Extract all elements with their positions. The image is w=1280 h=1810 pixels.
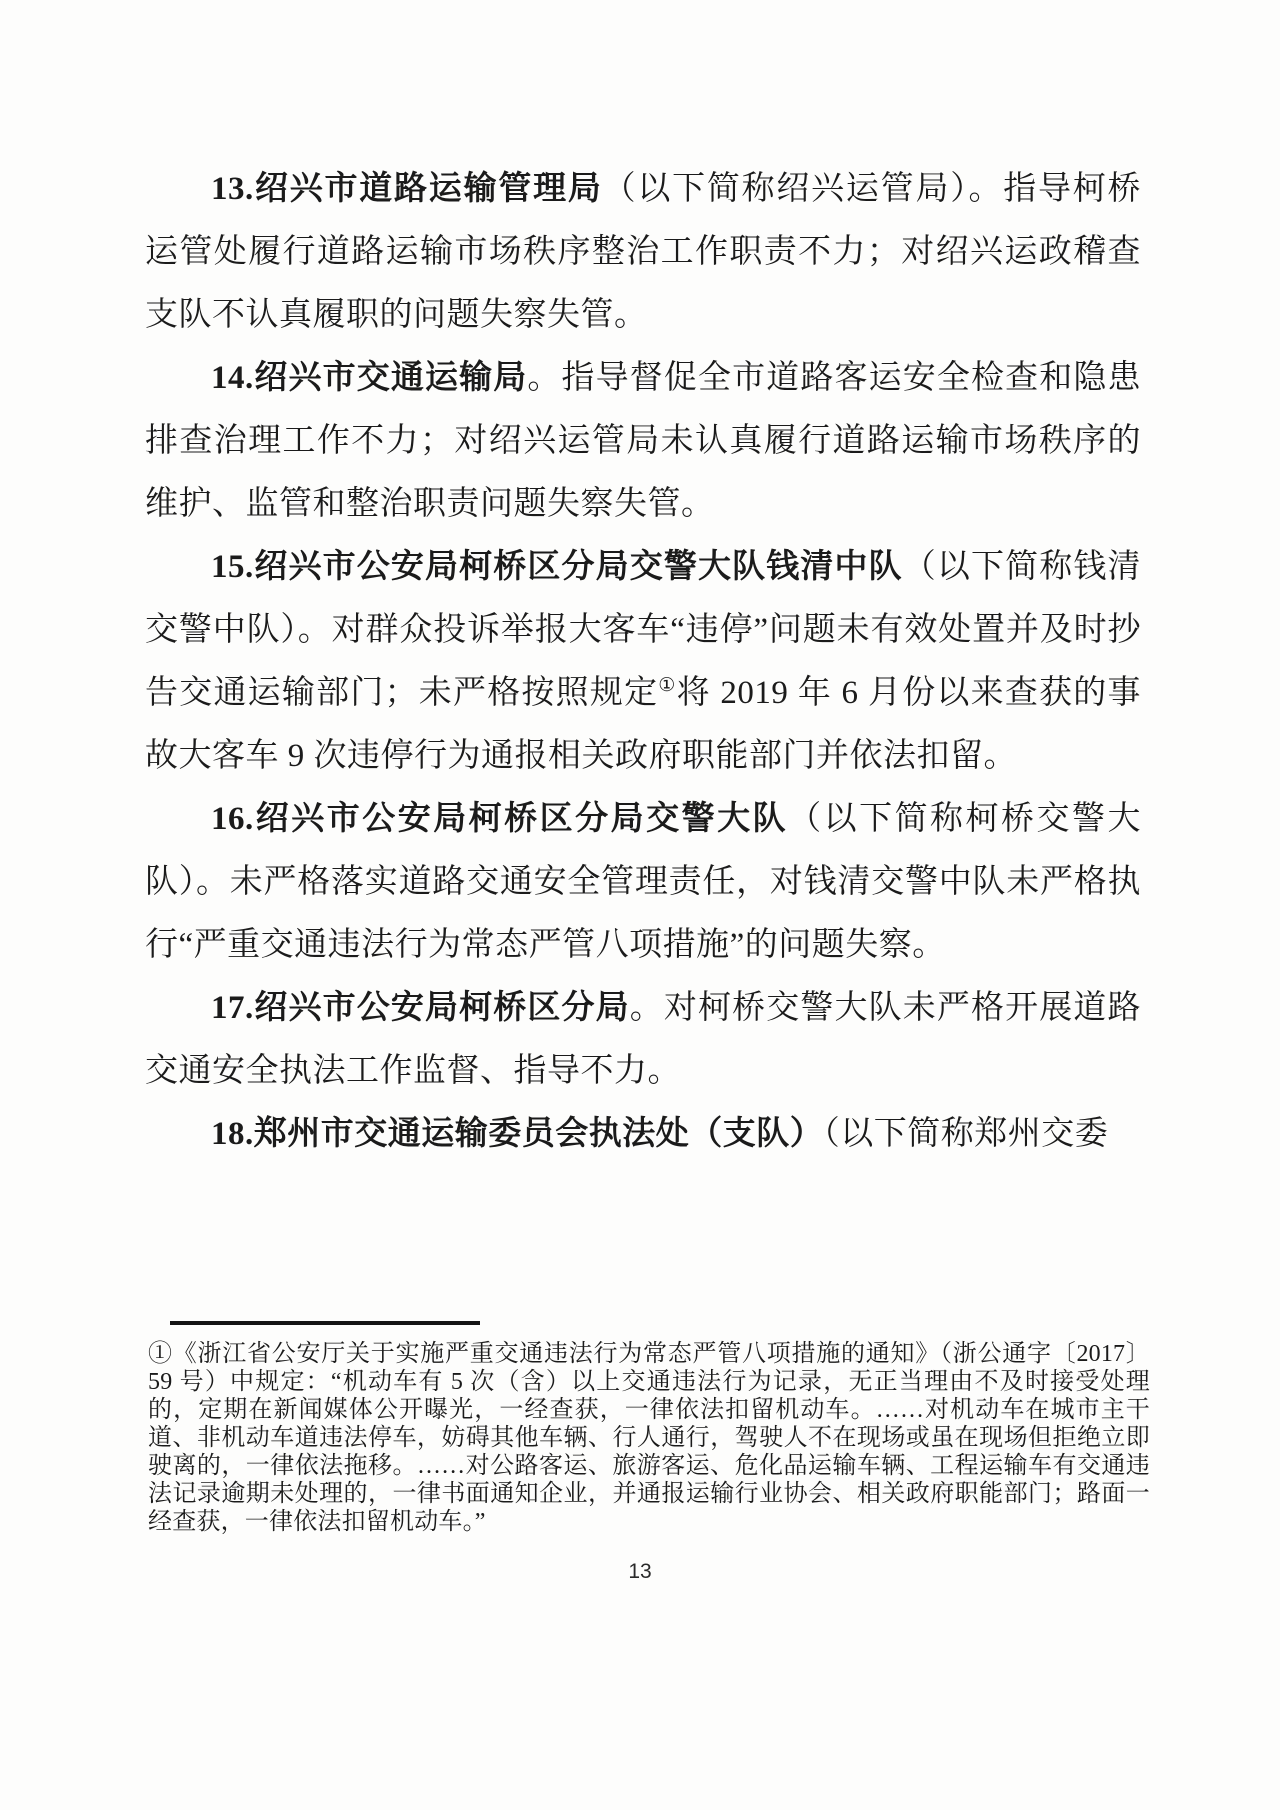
item-14-text: 。指导督促全市道路客运安全检查和隐患排查治理工作不力；对绍兴运管局未认真履行道路运输市场秩序的维护、监管和整治职责问题失察失管。 [145, 360, 1141, 522]
footnote-separator [170, 1321, 480, 1325]
item-16-paragraph [145, 788, 1141, 977]
footnote [148, 1340, 1150, 1536]
item-15-footnote-ref: ① [658, 675, 677, 696]
item-17-heading: 17.绍兴市公安局柯桥区分局 [211, 990, 630, 1026]
item-14-paragraph [145, 347, 1141, 536]
footnote-text: 《浙江省公安厅关于实施严重交通违法行为常态严管八项措施的通知》（浙公通字〔2017〕59 号）中规定：“机动车有 5 次（含）以上交通违法行为记录，无正当理由不及时接受处理的，定期在新闻媒体公开曝光，一经查获，一律依法扣留机动车。……对机动车在城市主干道、非机动车道违法停车，妨碍其他车辆、行人通行，驾驶人不在现场或虽在现场但拒绝立即驶离的，一律依法拖移。……对公路客运、旅游客运、危化品运输车辆、工程运输车有交通违法记录逾期未处理的，一律书面通知企业，并通报运输行业协会、相关政府职能部门；路面一经查获，一律依法扣留机动车。” [148, 1341, 1150, 1535]
item-14-heading: 14.绍兴市交通运输局 [211, 360, 528, 396]
item-13-paragraph [145, 158, 1141, 347]
item-15-paragraph [145, 536, 1141, 788]
item-16-text: （以下简称柯桥交警大队）。未严格落实道路交通安全管理责任，对钱清交警中队未严格执行“严重交通违法行为常态严管八项措施”的问题失察。 [145, 801, 1142, 963]
item-13-heading: 13.绍兴市道路运输管理局 [211, 171, 603, 207]
item-18-paragraph [145, 1103, 1141, 1166]
item-17-paragraph [145, 977, 1141, 1103]
item-15-text-cont: 将 2019 年 6 月份以来查获的事故大客车 9 次违停行为通报相关政府职能部门并依法扣留。 [145, 675, 1141, 774]
item-16-heading: 16.绍兴市公安局柯桥区分局交警大队 [211, 801, 789, 837]
item-13-text: （以下简称绍兴运管局）。指导柯桥运管处履行道路运输市场秩序整治工作职责不力；对绍兴运政稽查支队不认真履职的问题失察失管。 [145, 171, 1142, 333]
item-17-text: 。对柯桥交警大队未严格开展道路交通安全执法工作监督、指导不力。 [145, 990, 1141, 1089]
page-number: 13 [628, 1560, 652, 1583]
footnote-marker: ① [148, 1341, 173, 1367]
item-18-text: （以下简称郑州交委 [823, 1116, 1109, 1152]
item-15-text: （以下简称钱清交警中队）。对群众投诉举报大客车“违停”问题未有效处置并及时抄告交通运输部门；未严格按照规定 [145, 549, 1141, 711]
item-15-heading: 15.绍兴市公安局柯桥区分局交警大队钱清中队 [211, 549, 903, 585]
document-body [145, 158, 1141, 1166]
item-18-heading: 18.郑州市交通运输委员会执法处（支队） [211, 1116, 824, 1152]
